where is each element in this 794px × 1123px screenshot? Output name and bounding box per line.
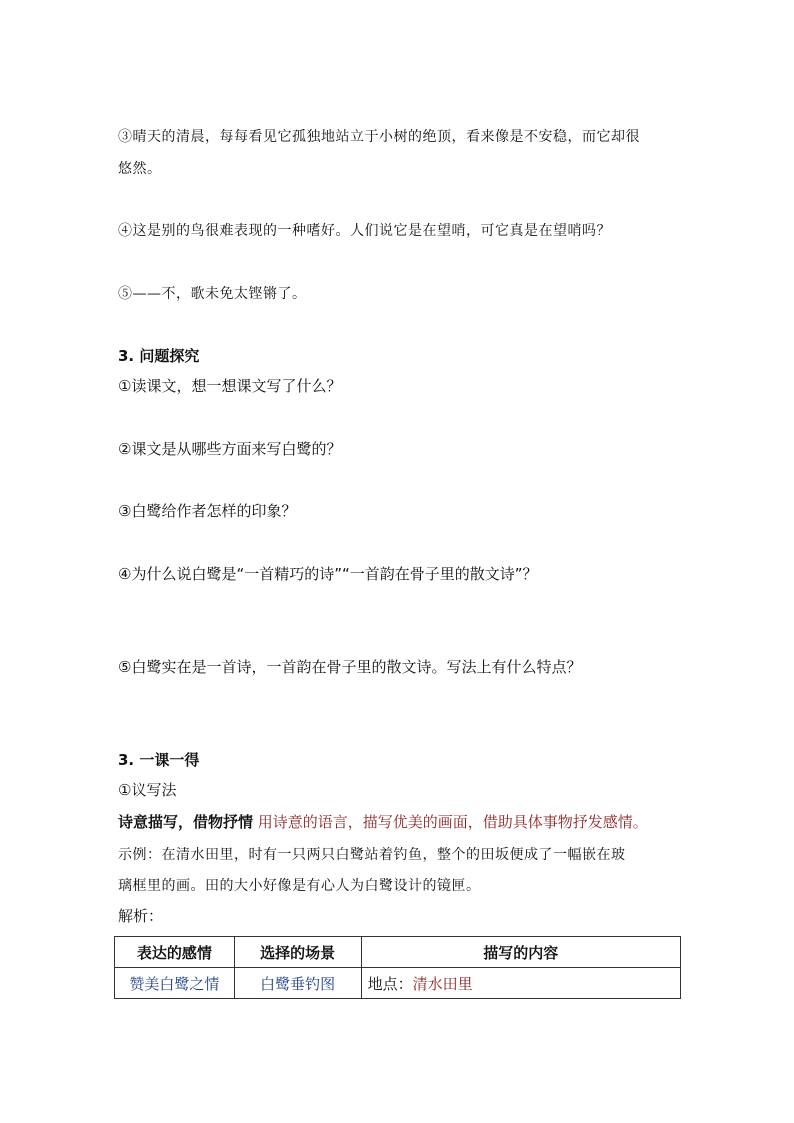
content-label: 地点：	[367, 974, 413, 993]
section-heading-problem-inquiry: 3. 问题探究	[118, 347, 200, 365]
question-1: ①读课文，想一想课文写了什么？	[118, 377, 342, 395]
item-3-line-2: 悠然。	[118, 161, 162, 177]
method-bold: 诗意描写，借物抒情	[118, 813, 254, 831]
item-5: ⑤——不，歌未免太铿锵了。	[118, 286, 307, 302]
table-header: 选择的场景	[234, 937, 361, 968]
question-3: ③白鹭给作者怎样的印象？	[118, 502, 297, 520]
analysis-label: 解析：	[118, 907, 164, 925]
table-header: 描写的内容	[361, 937, 680, 968]
table-row	[115, 968, 681, 999]
method-explanation: 用诗意的语言，描写优美的画面，借助具体事物抒发感情。	[257, 813, 648, 831]
table-header: 表达的感情	[115, 937, 235, 968]
content-value: 清水田里	[412, 974, 473, 993]
question-4: ④为什么说白鹭是“一首精巧的诗”“一首韵在骨子里的散文诗”？	[118, 565, 538, 583]
table-header-row	[115, 937, 681, 968]
subheading-writing-method: ①议写法	[118, 781, 177, 799]
cell-scene: 白鹭垂钓图	[234, 968, 361, 999]
analysis-table	[114, 936, 681, 999]
cell-content	[361, 968, 680, 999]
example-line-2: 璃框里的画。田的大小好像是有心人为白鹭设计的镜匣。	[118, 878, 481, 894]
item-4: ④这是别的鸟很难表现的一种嗜好。人们说它是在望哨，可它真是在望哨吗？	[118, 223, 611, 239]
cell-emotion: 赞美白鹭之情	[115, 968, 235, 999]
item-3-line-1: ③晴天的清晨，每每看见它孤独地站立于小树的绝顶，看来像是不安稳，而它却很	[118, 129, 640, 145]
example-line-1: 示例：在清水田里，时有一只两只白鹭站着钓鱼，整个的田坂便成了一幅嵌在玻	[118, 847, 626, 863]
section-heading-lesson-gain: 3. 一课一得	[118, 751, 200, 769]
question-5: ⑤白鹭实在是一首诗，一首韵在骨子里的散文诗。写法上有什么特点？	[118, 658, 582, 676]
writing-method-line	[118, 815, 648, 830]
question-2: ②课文是从哪些方面来写白鹭的？	[118, 440, 342, 458]
